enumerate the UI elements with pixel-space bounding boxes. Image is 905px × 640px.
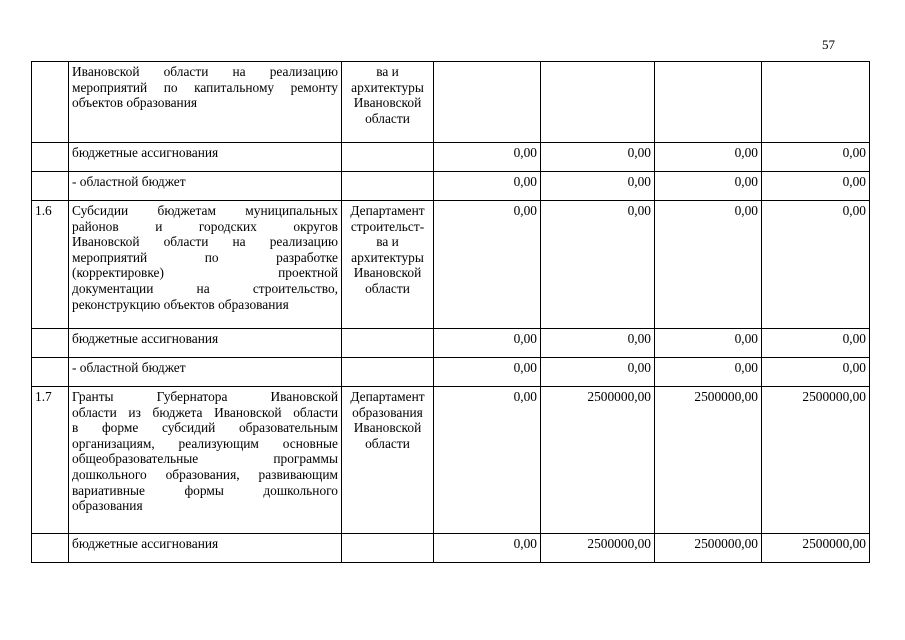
amount-value: 0,00 (513, 331, 537, 346)
description-line: вариативные формы дошкольного (72, 482, 338, 498)
amount-value: 0,00 (842, 174, 866, 189)
amount-cell (434, 172, 541, 201)
amount-value: 0,00 (734, 360, 758, 375)
budget-table (31, 61, 870, 563)
amount-cell (541, 172, 655, 201)
amount-value: 0,00 (842, 145, 866, 160)
executor-line: ва и (376, 234, 399, 250)
description-line: - областной бюджет (72, 360, 186, 375)
row-number-cell (32, 387, 69, 534)
amount-value: 2500000,00 (802, 389, 866, 404)
amount-cell (655, 62, 762, 143)
executor-line: области (365, 110, 410, 126)
description-line: бюджетные ассигнования (72, 536, 219, 551)
executor-line: ва и (376, 64, 399, 79)
row-number-cell (32, 329, 69, 358)
row-number-cell (32, 201, 69, 329)
amount-value: 0,00 (734, 203, 758, 218)
description-cell (69, 534, 342, 563)
description-cell (69, 172, 342, 201)
amount-cell (541, 534, 655, 563)
amount-value: 0,00 (513, 203, 537, 218)
description-line: (корректировке) проектной (72, 265, 338, 281)
amount-value: 0,00 (513, 389, 537, 404)
amount-cell (541, 143, 655, 172)
amount-cell (434, 387, 541, 534)
amount-cell (434, 62, 541, 143)
amount-value: 0,00 (513, 360, 537, 375)
executor-line: области (365, 280, 410, 296)
executor-line: Ивановской (353, 420, 422, 436)
executor-cell (342, 143, 434, 172)
amount-cell (434, 143, 541, 172)
row-number: 1.6 (35, 203, 52, 218)
table-row (32, 62, 870, 143)
amount-cell (655, 329, 762, 358)
amount-cell (762, 387, 870, 534)
description-line: Ивановской области на реализацию (72, 234, 338, 250)
amount-value: 0,00 (734, 174, 758, 189)
amount-cell (762, 172, 870, 201)
amount-cell (655, 201, 762, 329)
amount-cell (434, 201, 541, 329)
amount-value: 2500000,00 (802, 536, 866, 551)
executor-line: Ивановской (353, 95, 422, 111)
executor-cell (342, 358, 434, 387)
description-line: реконструкцию объектов образования (72, 296, 289, 312)
description-line: мероприятий по разработке (72, 249, 338, 265)
table-row (32, 387, 870, 534)
description-cell (69, 201, 342, 329)
row-number: 1.7 (35, 389, 52, 404)
description-line: бюджетные ассигнования (72, 145, 219, 160)
amount-value: 2500000,00 (694, 536, 758, 551)
description-cell (69, 62, 342, 143)
description-cell (69, 329, 342, 358)
amount-value: 0,00 (842, 360, 866, 375)
description-line: бюджетные ассигнования (72, 331, 219, 346)
executor-cell (342, 62, 434, 143)
amount-cell (762, 358, 870, 387)
row-number-cell (32, 172, 69, 201)
amount-value: 0,00 (842, 331, 866, 346)
executor-line: строительст- (350, 218, 425, 234)
row-number-cell (32, 62, 69, 143)
amount-cell (762, 201, 870, 329)
amount-cell (655, 172, 762, 201)
amount-cell (434, 329, 541, 358)
amount-value: 0,00 (627, 203, 651, 218)
amount-cell (762, 329, 870, 358)
description-line: в форме субсидий образовательным (72, 420, 338, 436)
amount-cell (655, 534, 762, 563)
description-line: Субсидии бюджетам муниципальных (72, 203, 338, 218)
amount-value: 2500000,00 (587, 536, 651, 551)
executor-line: Ивановской (353, 265, 422, 281)
description-line: документации на строительство, (72, 280, 338, 296)
description-line: организациям, реализующим основные (72, 435, 338, 451)
page-number: 57 (822, 37, 835, 52)
table-row (32, 172, 870, 201)
table-row (32, 329, 870, 358)
table-row (32, 143, 870, 172)
amount-cell (655, 387, 762, 534)
amount-value: 2500000,00 (694, 389, 758, 404)
executor-line: Департамент (350, 203, 425, 218)
description-line: Гранты Губернатора Ивановской (72, 389, 338, 404)
executor-line: архитектуры (351, 79, 424, 95)
amount-cell (541, 201, 655, 329)
amount-cell (655, 143, 762, 172)
executor-cell (342, 534, 434, 563)
amount-value: 0,00 (842, 203, 866, 218)
executor-cell (342, 201, 434, 329)
amount-value: 0,00 (734, 331, 758, 346)
description-cell (69, 143, 342, 172)
amount-value: 0,00 (627, 145, 651, 160)
executor-line: архитектуры (351, 249, 424, 265)
amount-cell (541, 329, 655, 358)
amount-value: 0,00 (513, 145, 537, 160)
amount-cell (541, 62, 655, 143)
executor-cell (342, 387, 434, 534)
row-number-cell (32, 143, 69, 172)
row-number-cell (32, 534, 69, 563)
amount-value: 0,00 (627, 174, 651, 189)
description-line: области из бюджета Ивановской области (72, 404, 338, 420)
description-line: объектов образования (72, 95, 198, 111)
description-line: образования (72, 498, 143, 514)
row-number-cell (32, 358, 69, 387)
executor-cell (342, 172, 434, 201)
description-line: общеобразовательные программы (72, 451, 338, 467)
description-cell (69, 358, 342, 387)
executor-cell (342, 329, 434, 358)
amount-cell (762, 143, 870, 172)
amount-cell (541, 358, 655, 387)
amount-cell (655, 358, 762, 387)
description-line: мероприятий по капитальному ремонту (72, 79, 338, 95)
amount-cell (434, 534, 541, 563)
amount-cell (762, 534, 870, 563)
amount-value: 0,00 (627, 331, 651, 346)
executor-line: области (365, 435, 410, 451)
description-line: дошкольного образования, развивающим (72, 466, 338, 482)
table-row (32, 201, 870, 329)
amount-value: 0,00 (627, 360, 651, 375)
description-line: районов и городских округов (72, 218, 338, 234)
description-cell (69, 387, 342, 534)
table-row (32, 534, 870, 563)
amount-cell (541, 387, 655, 534)
amount-cell (434, 358, 541, 387)
description-line: - областной бюджет (72, 174, 186, 189)
executor-line: образования (352, 404, 423, 420)
amount-value: 0,00 (734, 145, 758, 160)
table-row (32, 358, 870, 387)
description-line: Ивановской области на реализацию (72, 64, 338, 79)
amount-value: 0,00 (513, 536, 537, 551)
executor-line: Департамент (350, 389, 425, 404)
amount-value: 0,00 (513, 174, 537, 189)
amount-cell (762, 62, 870, 143)
amount-value: 2500000,00 (587, 389, 651, 404)
